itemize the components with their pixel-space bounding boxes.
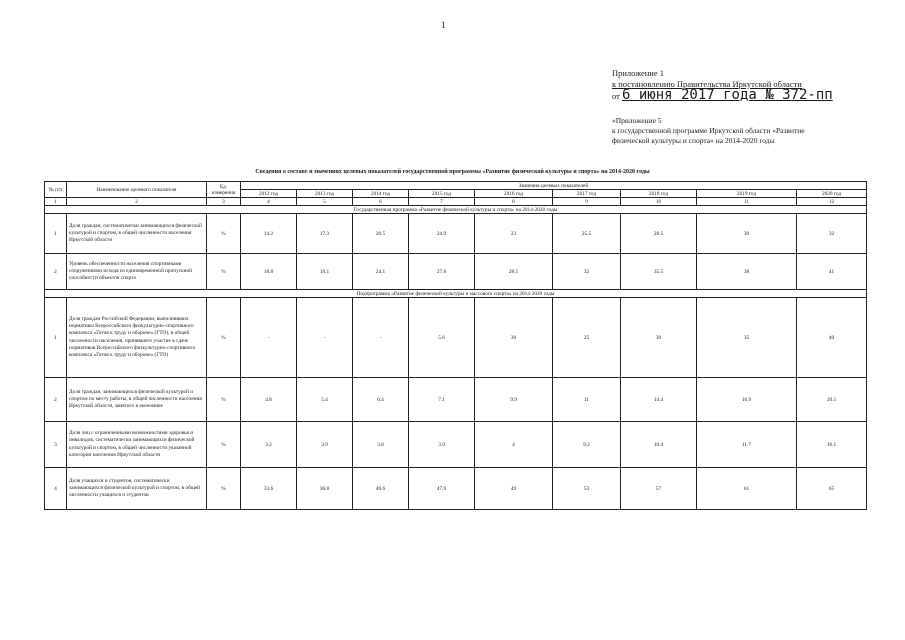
unit-cell: % xyxy=(207,254,241,290)
value-cell: 19.1 xyxy=(297,254,353,290)
value-cell: 20.5 xyxy=(797,378,867,422)
value-cell: 20.5 xyxy=(353,214,409,254)
column-number: 11 xyxy=(697,198,797,206)
value-cell: 28.5 xyxy=(621,214,697,254)
value-cell: 53 xyxy=(553,468,621,510)
value-cell: 23 xyxy=(475,214,553,254)
column-number: 5 xyxy=(297,198,353,206)
value-cell: 28.5 xyxy=(475,254,553,290)
value-cell: 30 xyxy=(697,214,797,254)
header-year: 2020 год xyxy=(797,190,867,198)
table-row xyxy=(45,298,867,378)
header-year: 2013 год xyxy=(297,190,353,198)
value-cell: 36.8 xyxy=(297,468,353,510)
page-number: 1 xyxy=(441,20,446,30)
value-cell: 5.6 xyxy=(409,298,475,378)
value-cell: 16.1 xyxy=(797,422,867,468)
table-row xyxy=(45,254,867,290)
indicator-name: Доля лиц с ограниченными возможностями здоровья и инвалидов, систематически занимающихся физической культурой и спортом, в общей численности указанной категории населения Иркутской области xyxy=(67,422,207,468)
value-cell: 3.9 xyxy=(297,422,353,468)
value-cell: 6.4 xyxy=(353,378,409,422)
indicators-table xyxy=(44,181,867,510)
row-number: 2 xyxy=(45,378,67,422)
value-cell: 41 xyxy=(797,254,867,290)
value-cell: - xyxy=(297,298,353,378)
value-cell: 3.8 xyxy=(353,422,409,468)
value-cell: 35.5 xyxy=(621,254,697,290)
header-year: 2017 год xyxy=(553,190,621,198)
column-number: 10 xyxy=(621,198,697,206)
value-cell: 30 xyxy=(475,298,553,378)
value-cell: - xyxy=(241,298,297,378)
column-number: 9 xyxy=(553,198,621,206)
value-cell: 47.9 xyxy=(409,468,475,510)
table-row xyxy=(45,422,867,468)
value-cell: 18.8 xyxy=(241,254,297,290)
row-number: 4 xyxy=(45,468,67,510)
value-cell: 24.9 xyxy=(409,214,475,254)
value-cell: 4.8 xyxy=(241,378,297,422)
value-cell: 25.5 xyxy=(553,214,621,254)
header-year: 2016 год xyxy=(475,190,553,198)
column-number: 6 xyxy=(353,198,409,206)
header-year: 2012 год xyxy=(241,190,297,198)
value-cell: 5.4 xyxy=(297,378,353,422)
value-cell: 40 xyxy=(797,298,867,378)
indicator-name: Доля граждан, систематически занимающихся физической культурой и спортом, в общей численности населения Иркутской области xyxy=(67,214,207,254)
value-cell: 17.3 xyxy=(297,214,353,254)
approval-date-prefix: от xyxy=(612,91,620,102)
unit-cell: % xyxy=(207,214,241,254)
table-row xyxy=(45,378,867,422)
header-num: № п/п xyxy=(45,182,67,198)
column-number: 8 xyxy=(475,198,553,206)
value-cell: 65 xyxy=(797,468,867,510)
value-cell: 27.8 xyxy=(409,254,475,290)
value-cell: 32 xyxy=(797,214,867,254)
header-unit: Ед. измерения xyxy=(207,182,241,198)
indicator-name: Доля граждан, занимающихся физической культурой и спортом по месту работы, в общей численности населения Иркутской области, занятого в экономике xyxy=(67,378,207,422)
value-cell: 61 xyxy=(697,468,797,510)
annex-line-2: к государственной программе Иркутской области «Развитие xyxy=(612,125,805,135)
indicator-name: Уровень обеспеченности населения спортивными сооружениями исходя из единовременной пропускной способности объектов спорта xyxy=(67,254,207,290)
column-number: 12 xyxy=(797,198,867,206)
value-cell: 9.2 xyxy=(553,422,621,468)
value-cell: 14.4 xyxy=(621,378,697,422)
annex-line-1: «Приложение 5 xyxy=(612,116,662,125)
approval-block xyxy=(612,68,902,105)
section-title: Государственная программа «Развитие физической культуры и спорта» на 2014-2020 годы xyxy=(45,206,867,214)
annex-line-3: физической культуры и спорта» на 2014-2020 годы xyxy=(612,135,775,145)
value-cell: 35 xyxy=(697,298,797,378)
header-values-group: Значения целевых показателей xyxy=(241,182,867,190)
value-cell: 16.9 xyxy=(697,378,797,422)
value-cell: 4 xyxy=(475,422,553,468)
header-name: Наименование целевого показателя xyxy=(67,182,207,198)
column-number: 2 xyxy=(67,198,207,206)
unit-cell: % xyxy=(207,378,241,422)
header-year: 2014 год xyxy=(353,190,409,198)
column-number: 4 xyxy=(241,198,297,206)
value-cell: 7.1 xyxy=(409,378,475,422)
header-year: 2019 год xyxy=(697,190,797,198)
row-number: 1 xyxy=(45,298,67,378)
unit-cell: % xyxy=(207,298,241,378)
value-cell: 30 xyxy=(621,298,697,378)
value-cell: 25 xyxy=(553,298,621,378)
value-cell: 33.6 xyxy=(241,468,297,510)
indicator-name: Доля граждан Российской Федерации, выполнивших нормативы Всероссийского физкультурно-спортивного комплекса «Готов к труду и обороне» (ГТО), в общей численности населения, принявшего участие в сдаче нормативов Всероссийского физкультурно-спортивного комплекса «Готов к труду и обороне» (ГТО) xyxy=(67,298,207,378)
row-number: 1 xyxy=(45,214,67,254)
value-cell: 11.7 xyxy=(697,422,797,468)
row-number: 2 xyxy=(45,254,67,290)
value-cell: 3.2 xyxy=(241,422,297,468)
column-number: 1 xyxy=(45,198,67,206)
value-cell: 24.1 xyxy=(353,254,409,290)
section-title: Подпрограмма «Развитие физической культуры и массового спорта» на 2014-2020 годы xyxy=(45,290,867,298)
value-cell: 14.2 xyxy=(241,214,297,254)
row-number: 3 xyxy=(45,422,67,468)
value-cell: 57 xyxy=(621,468,697,510)
value-cell: 9.9 xyxy=(475,378,553,422)
column-number: 7 xyxy=(409,198,475,206)
header-year: 2018 год xyxy=(621,190,697,198)
document-title: Сведения о составе и значениях целевых показателей государственной программы «Развитие физической культуры и спорта» на 2014-2020 годы xyxy=(255,169,650,175)
value-cell: 32 xyxy=(553,254,621,290)
header-year: 2015 год xyxy=(409,190,475,198)
value-cell: 11 xyxy=(553,378,621,422)
value-cell: 49 xyxy=(475,468,553,510)
value-cell: 3.9 xyxy=(409,422,475,468)
table-row xyxy=(45,214,867,254)
table-row xyxy=(45,468,867,510)
unit-cell: % xyxy=(207,422,241,468)
value-cell: - xyxy=(353,298,409,378)
indicator-name: Доля учащихся и студентов, систематически занимающихся физической культурой и спортом, в общей численности учащихся и студентов xyxy=(67,468,207,510)
approval-line-1: Приложение 1 xyxy=(612,68,664,78)
value-cell: 46.6 xyxy=(353,468,409,510)
value-cell: 38 xyxy=(697,254,797,290)
approval-date-stamp: 6 июня 2017 года № 372-пп xyxy=(621,87,833,104)
approval-date-line xyxy=(612,87,902,105)
annex-block xyxy=(612,116,872,145)
approval-line-2: к постановлению Правительства Иркутской области xyxy=(612,78,802,89)
value-cell: 10.4 xyxy=(621,422,697,468)
unit-cell: % xyxy=(207,468,241,510)
column-number: 3 xyxy=(207,198,241,206)
